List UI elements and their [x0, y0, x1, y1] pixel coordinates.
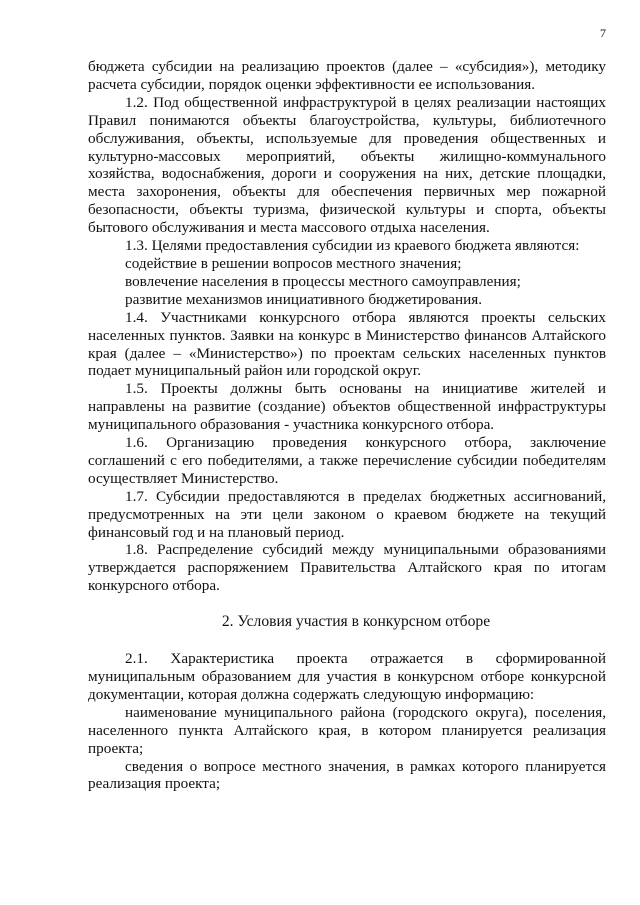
- section-heading: 2. Условия участия в конкурсном отборе: [221, 613, 491, 631]
- page-number: 7: [600, 26, 606, 40]
- info-item-municipality-name: наименование муниципального района (городского округа), поселения, населенного пункта Алтайского края, в котором планируется реализация проекта;: [88, 703, 606, 757]
- goal-item-initiative-budgeting: развитие механизмов инициативного бюджетирования.: [125, 290, 483, 308]
- paragraph-1-2: 1.2. Под общественной инфраструктурой в целях реализации настоящих Правил понимаются объекты благоустройства, культуры, библиотечного обслуживания, объекты, используемые для проведения общественных и культурно-массовых мероприятий, объекты жилищно-коммунального хозяйства, водоснабжения, дороги и сооружения на них, детские площадки, места захоронения, объекты для обеспечения первичных мер пожарной безопасности, объекты туризма, физической культуры и спорта, объекты бытового обслуживания и места массового отдыха населения.: [88, 93, 606, 237]
- document-body: [88, 58, 606, 793]
- paragraph-1-7: 1.7. Субсидии предоставляются в пределах бюджетных ассигнований, предусмотренных на эти цели законом о краевом бюджете на текущий финансовый год и на плановый период.: [88, 487, 606, 541]
- paragraph-2-1: 2.1. Характеристика проекта отражается в сформированной муниципальным образованием для участия в конкурсном отборе конкурсной документации, которая должна содержать следующую информацию:: [88, 650, 606, 703]
- paragraph-1-3: 1.3. Целями предоставления субсидии из краевого бюджета являются:: [125, 237, 580, 255]
- goal-item-population-involvement: вовлечение населения в процессы местного самоуправления;: [125, 272, 521, 290]
- paragraph-1-4: 1.4. Участниками конкурсного отбора являются проекты сельских населенных пунктов. Заявки на конкурс в Министерство финансов Алтайского края (далее – «Министерство») по проектам сельских населенных пунктов подает муниципальный район или городской округ.: [88, 308, 606, 380]
- info-item-local-issue: сведения о вопросе местного значения, в рамках которого планируется реализация проекта;: [88, 757, 606, 793]
- paragraph-1-5: 1.5. Проекты должны быть основаны на инициативе жителей и направлены на развитие (создание) объектов общественной инфраструктуры муниципального образования - участника конкурсного отбора.: [88, 380, 606, 434]
- paragraph-budget-subsidy: бюджета субсидии на реализацию проектов (далее – «субсидия»), методику расчета субсидии, порядок оценки эффективности ее использования.: [88, 58, 606, 93]
- paragraph-1-6: 1.6. Организацию проведения конкурсного отбора, заключение соглашений с его победителями, а также перечисление субсидии победителям осуществляет Министерство.: [88, 434, 606, 487]
- paragraph-1-8: 1.8. Распределение субсидий между муниципальными образованиями утверждается распоряжением Правительства Алтайского края по итогам конкурсного отбора.: [88, 541, 606, 595]
- goal-item-local-issues: содействие в решении вопросов местного значения;: [125, 254, 462, 272]
